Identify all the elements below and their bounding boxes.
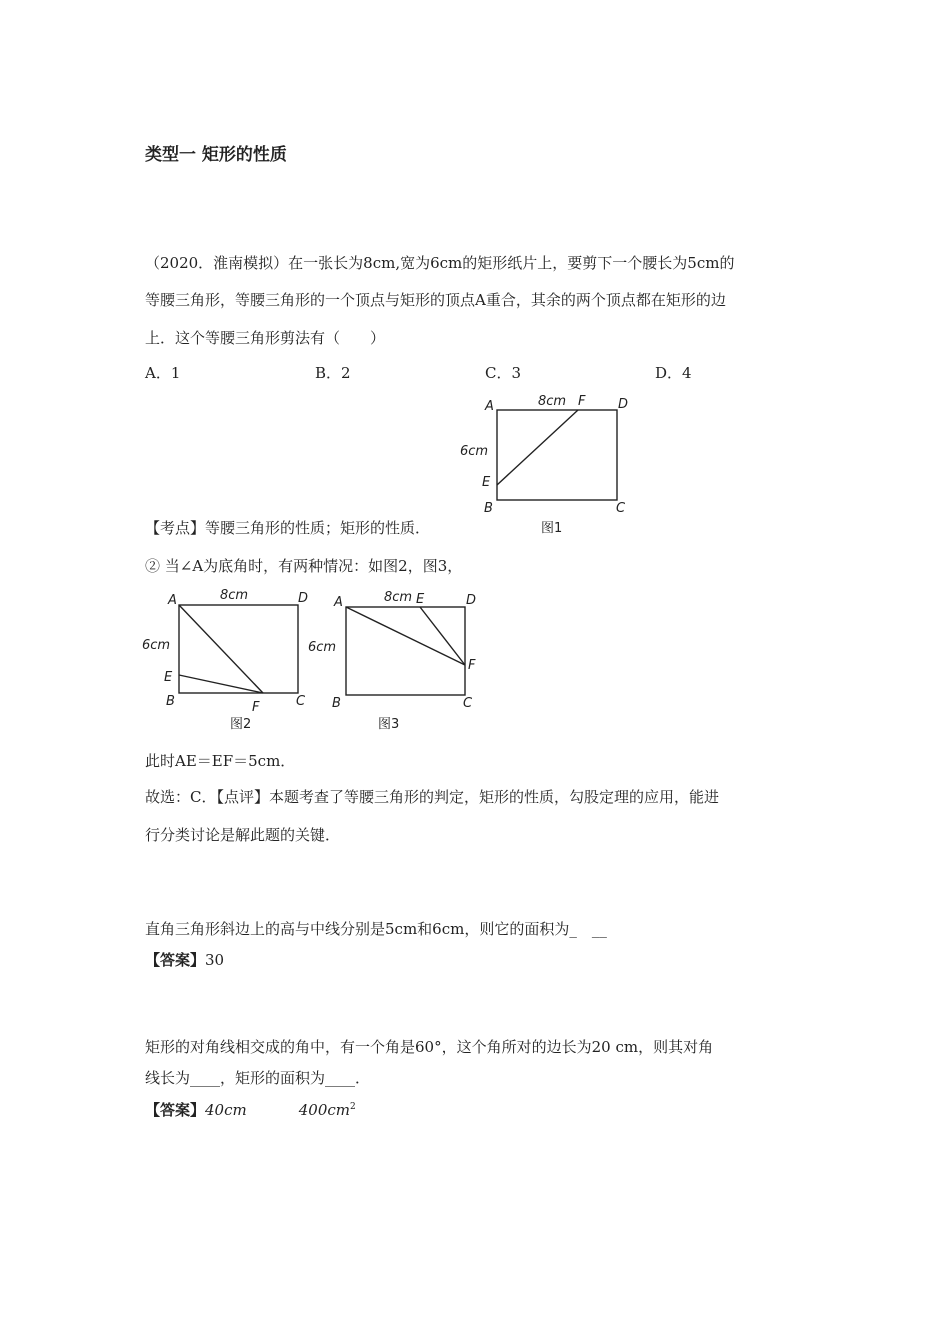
- fig3-label-b: B: [332, 696, 341, 711]
- figure-1: [440, 390, 650, 540]
- fig1-label-e: E: [482, 475, 491, 490]
- q2-text: 直角三角形斜边上的高与中线分别是5cm和6cm，则它的面积为_ __: [145, 920, 607, 938]
- q3-answer-1: 40cm: [205, 1101, 247, 1119]
- fig2-label-f: F: [252, 700, 260, 715]
- case-2-text: ② 当∠A为底角时，有两种情况：如图2，图3，: [145, 557, 463, 575]
- fig2-rectangle: [179, 605, 298, 693]
- fig2-segment-ef: [179, 675, 263, 693]
- q1-conclusion-2: 行分类讨论是解此题的关键．: [145, 826, 341, 844]
- fig1-label-f: F: [578, 394, 586, 409]
- fig1-label-c: C: [616, 501, 626, 516]
- fig2-caption: 图2: [230, 717, 252, 732]
- fig3-label-side: 6cm: [308, 640, 337, 655]
- q3-answer-2-exponent: 2: [350, 1102, 356, 1112]
- fig1-rectangle: [497, 410, 617, 500]
- kaodian: 【考点】等腰三角形的性质；矩形的性质．: [145, 519, 431, 537]
- fig2-label-a: A: [168, 593, 177, 608]
- fig2-label-b: B: [166, 694, 175, 709]
- q3-line-1: 矩形的对角线相交成的角中，有一个角是60°，这个角所对的边长为20 cm，则其对角: [145, 1038, 714, 1056]
- section-title: 类型一 矩形的性质: [145, 145, 287, 165]
- fig3-caption: 图3: [378, 717, 400, 732]
- q3-answer-2: 400cm: [298, 1101, 350, 1119]
- fig2-label-side: 6cm: [142, 638, 171, 653]
- q1-conclusion-1: 故选：C．【点评】本题考查了等腰三角形的判定，矩形的性质，勾股定理的应用，能进: [145, 788, 719, 806]
- option-c: C．3: [485, 364, 522, 382]
- figure-2: [140, 585, 320, 735]
- fig3-label-e: E: [416, 592, 425, 607]
- fig1-label-top: 8cm: [538, 394, 567, 409]
- q2-answer-label: 【答案】: [145, 951, 206, 969]
- fig3-label-f: F: [468, 658, 476, 673]
- fig3-label-a: A: [334, 595, 343, 610]
- fig3-label-top: 8cm: [384, 590, 413, 605]
- q2-answer-value: 30: [205, 951, 225, 969]
- fig1-label-b: B: [484, 501, 493, 516]
- fig2-label-c: C: [296, 694, 306, 709]
- fig3-segment-ef: [420, 607, 465, 665]
- q1-result: 此时AE＝EF＝5cm．: [145, 752, 296, 770]
- fig2-label-e: E: [164, 670, 173, 685]
- fig1-label-a: A: [485, 399, 494, 414]
- fig1-label-d: D: [618, 397, 629, 412]
- fig1-caption: 图1: [541, 521, 563, 536]
- q1-line-2: 等腰三角形，等腰三角形的一个顶点与矩形的顶点A重合，其余的两个顶点都在矩形的边: [145, 291, 726, 309]
- fig3-rectangle: [346, 607, 465, 695]
- option-b: B．2: [315, 364, 351, 382]
- q2-answer-row: [145, 950, 224, 970]
- q3-line-2: 线长为____，矩形的面积为____．: [145, 1069, 371, 1087]
- option-a: A．1: [145, 364, 181, 382]
- q1-line-3: 上．这个等腰三角形剪法有（ ）: [145, 329, 386, 347]
- fig2-segment-af: [179, 605, 263, 693]
- fig2-label-top: 8cm: [220, 588, 249, 603]
- option-d: D．4: [655, 364, 692, 382]
- fig1-label-side: 6cm: [460, 444, 489, 459]
- fig3-label-d: D: [466, 593, 477, 608]
- fig3-label-c: C: [463, 696, 473, 711]
- q3-answer-label: 【答案】: [145, 1101, 206, 1119]
- fig1-segment-ef: [497, 410, 578, 485]
- fig2-label-d: D: [298, 591, 309, 606]
- q3-answer-row: [145, 1097, 356, 1120]
- q1-line-1: （2020．淮南模拟）在一张长为8cm,宽为6cm的矩形纸片上，要剪下一个腰长为5cm的: [145, 254, 735, 272]
- fig3-segment-af: [346, 607, 465, 665]
- figure-3: [300, 585, 490, 735]
